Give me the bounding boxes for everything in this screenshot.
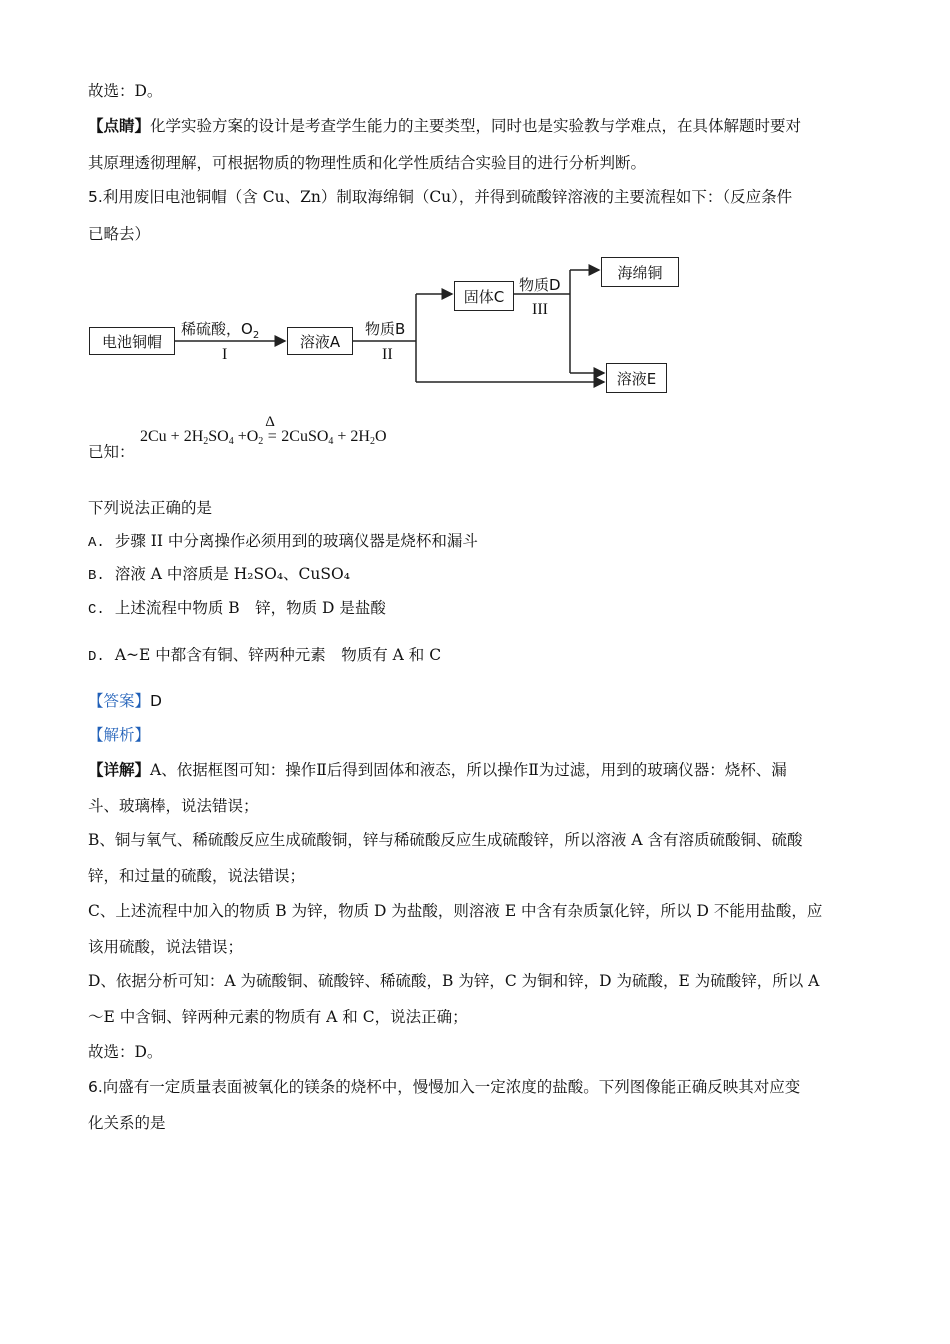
detail-line-5: C、上述流程中加入的物质 B 为锌，物质 D 为盐酸，则溶液 E 中含有杂质氯化锌，所以 D 不能用盐酸，应 [88,902,823,920]
prev-answer-line: 故选：D。 [88,82,163,100]
detail-line-7: D、依据分析可知：A 为硫酸铜、硫酸锌、稀硫酸，B 为锌，C 为铜和锌，D 为硫酸，E 为硫酸锌，所以 A [88,972,820,990]
detail-line-6: 该用硫酸，说法错误； [88,938,244,956]
option-a [88,530,478,554]
option-b [88,563,350,587]
analysis-head: 【解析】 [88,726,151,744]
q5-ask: 下列说法正确的是 [88,499,213,517]
option-d-letter: D. [88,649,105,665]
detail-line-8: ～E 中含铜、锌两种元素的物质有 A 和 C，说法正确； [88,1008,468,1026]
option-d [88,644,441,668]
reagent-3-label: 物质D [519,276,561,294]
q6-number: 6. [88,1078,103,1096]
option-a-letter: A. [88,535,105,551]
option-c-letter: C. [88,602,105,618]
reaction-equation: $2Cu + 2H_2SO_4 +O_2$ Δ = 2CuSO$_4$ + $2H_2O$ [140,414,387,447]
option-a-text: 步骤 II 中分离操作必须用到的玻璃仪器是烧杯和漏斗 [114,532,478,550]
option-b-text: 溶液 A 中溶质是 H₂SO₄、CuSO₄ [114,565,350,583]
box-battery-cap: 电池铜帽 [89,327,175,355]
answer-value: D [150,692,162,710]
reagent-1-label: 稀硫酸，$O_2$ [181,320,260,341]
detail-head: 【详解】 [88,761,151,779]
box-sponge-copper: 海绵铜 [601,257,679,287]
tip-text-1: 化学实验方案的设计是考查学生能力的主要类型，同时也是实验教与学难点，在具体解题时要对 [150,117,802,135]
q5-number: 5. [88,188,103,206]
heat-delta-symbol: Δ [265,414,275,430]
box-solution-e: 溶液E [606,363,667,393]
q5-stem-1: 利用废旧电池铜帽（含 Cu、Zn）制取海绵铜（Cu），并得到硫酸锌溶液的主要流程如下：（反应条件 [102,188,793,206]
option-c-text: 上述流程中物质 B 锌，物质 D 是盐酸 [114,599,386,617]
step-2-label: II [382,346,393,363]
flow-diagram-lines [0,0,950,420]
tip-line-2: 其原理透彻理解，可根据物质的物理性质和化学性质结合实验目的进行分析判断。 [88,154,647,172]
step-3-label: III [532,301,548,318]
q6-stem-line-1 [88,1076,800,1098]
option-b-letter: B. [88,568,105,584]
answer-line [88,690,162,712]
step-1-label: I [222,346,228,363]
detail-line-4: 锌，和过量的硫酸，说法错误； [88,867,306,885]
q5-stem-line-2: 已略去） [88,225,151,243]
reagent-2-label: 物质B [365,320,406,338]
tip-head: 【点睛】 [88,117,151,135]
detail-conclusion: 故选：D。 [88,1043,163,1061]
q6-stem-1: 向盛有一定质量表面被氧化的镁条的烧杯中，慢慢加入一定浓度的盐酸。下列图像能正确反映其对应变 [102,1078,801,1096]
q6-stem-line-2: 化关系的是 [88,1114,166,1132]
box-solid-c: 固体C [454,281,514,311]
box-solution-a: 溶液A [287,327,353,355]
answer-head: 【答案】 [88,692,151,710]
detail-line-1: 【详解】A、依据框图可知：操作Ⅱ后得到固体和液态，所以操作Ⅱ为过滤，用到的玻璃仪器：烧杯、漏 [88,761,787,779]
option-c [88,597,386,621]
known-label: 已知： [88,443,135,461]
option-d-text: A~E 中都含有铜、锌两种元素 物质有 A 和 C [114,646,442,664]
detail-line-3: B、铜与氧气、稀硫酸反应生成硫酸铜，锌与稀硫酸反应生成硫酸锌，所以溶液 A 含有溶质硫酸铜、硫酸 [88,831,803,849]
detail-line-2: 斗、玻璃棒，说法错误； [88,797,259,815]
